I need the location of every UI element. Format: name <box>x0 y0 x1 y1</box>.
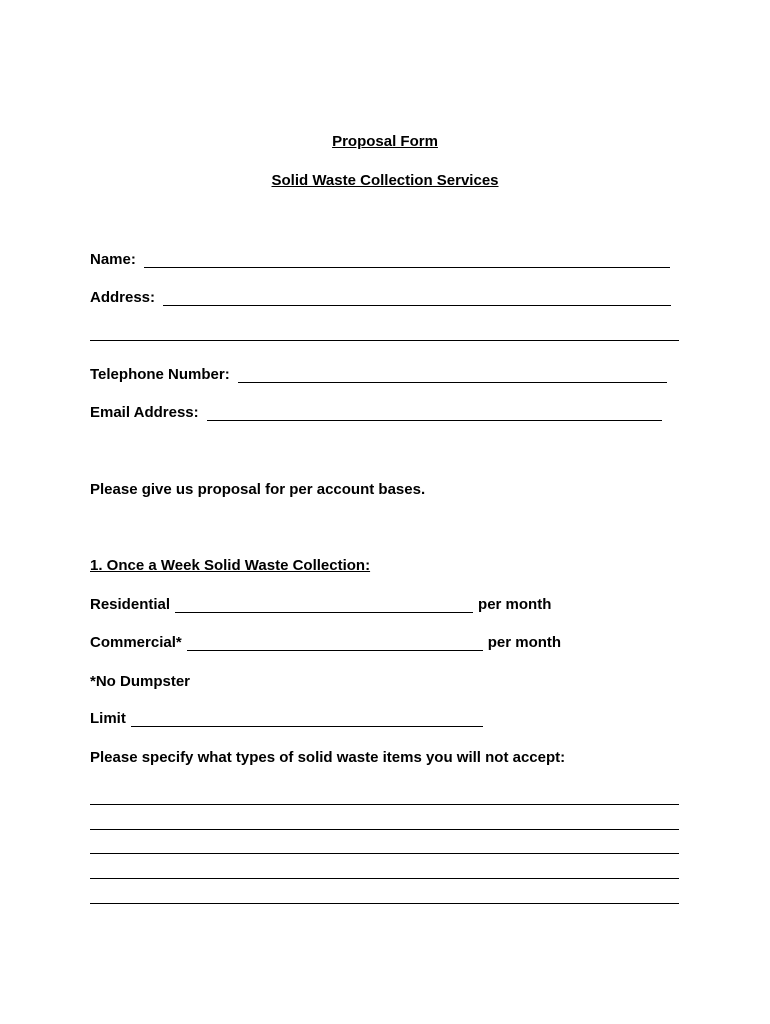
not-accepted-line-2[interactable] <box>90 829 679 830</box>
email-row <box>90 401 662 421</box>
name-field[interactable] <box>144 253 670 268</box>
not-accepted-line-3[interactable] <box>90 853 679 854</box>
not-accepted-line-4[interactable] <box>90 878 679 879</box>
commercial-field[interactable] <box>187 636 483 651</box>
form-title: Proposal Form <box>332 133 438 150</box>
not-accepted-line-5[interactable] <box>90 903 679 904</box>
limit-label: Limit <box>90 710 126 727</box>
address-label: Address: <box>90 289 156 306</box>
specify-prompt: Please specify what types of solid waste items you will not accept: <box>90 749 566 766</box>
address-field[interactable] <box>163 291 671 306</box>
telephone-row <box>90 363 667 383</box>
residential-suffix: per month <box>478 596 552 613</box>
address-field-line-2[interactable] <box>90 340 679 341</box>
instruction-text: Please give us proposal for per account bases. <box>90 481 426 498</box>
commercial-suffix: per month <box>487 634 562 651</box>
name-label: Name: <box>90 251 136 268</box>
not-accepted-line-1[interactable] <box>90 804 679 805</box>
note-row <box>90 670 190 690</box>
commercial-row <box>90 631 561 651</box>
instruction-row <box>90 478 425 498</box>
address-row <box>90 286 671 306</box>
section1-heading-row <box>90 554 370 574</box>
name-row <box>90 248 670 268</box>
specify-row <box>90 746 565 766</box>
telephone-label: Telephone Number: <box>90 366 230 383</box>
residential-field[interactable] <box>175 598 473 613</box>
section1-heading: 1. Once a Week Solid Waste Collection: <box>90 557 371 574</box>
commercial-label: Commercial* <box>90 634 182 651</box>
limit-row <box>90 707 483 727</box>
telephone-field[interactable] <box>238 368 667 383</box>
form-subtitle: Solid Waste Collection Services <box>271 172 499 189</box>
residential-label: Residential <box>90 596 171 613</box>
residential-row <box>90 593 551 613</box>
email-field[interactable] <box>207 406 662 421</box>
limit-field[interactable] <box>131 712 483 727</box>
no-dumpster-note: *No Dumpster <box>90 673 191 690</box>
email-label: Email Address: <box>90 404 199 421</box>
